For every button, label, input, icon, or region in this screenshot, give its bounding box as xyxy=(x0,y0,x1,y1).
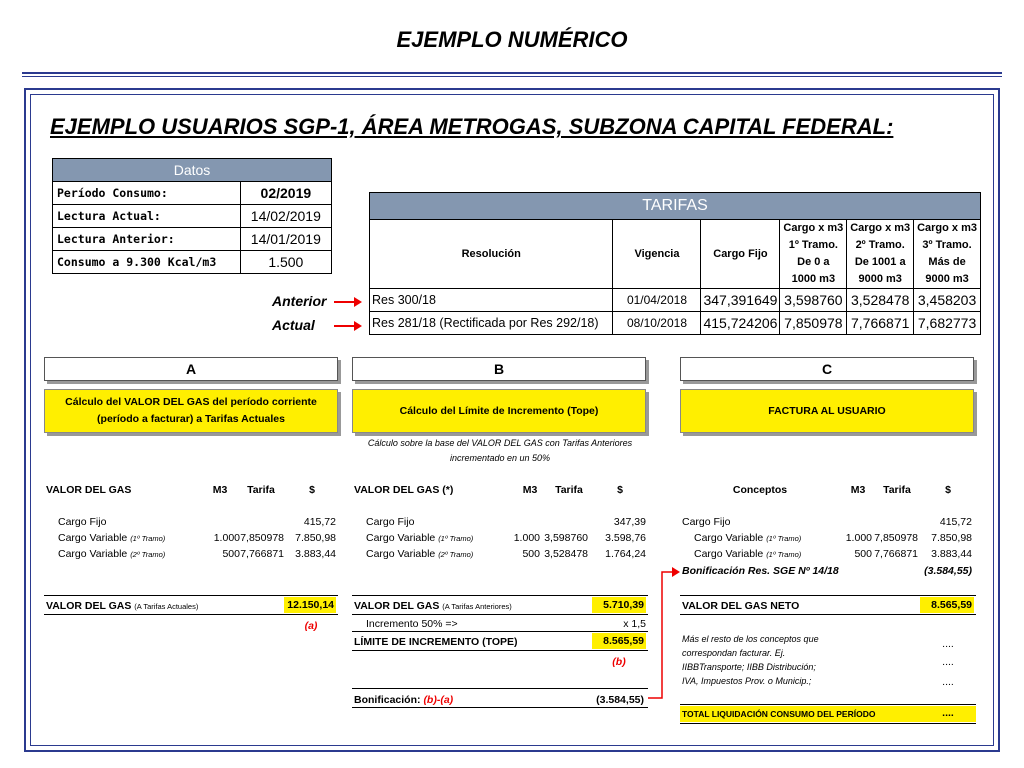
section-b-note-line: Cálculo sobre la base del VALOR DEL GAS con Tarifas Anteriores xyxy=(367,438,633,448)
tarifa-t3: 7,682773 xyxy=(914,312,981,335)
c-bonif-value: (3.584,55) xyxy=(924,565,972,577)
c-row-tarifa: 7,850978 xyxy=(874,532,918,544)
b-row-pesos: 347,39 xyxy=(613,516,646,528)
col-tramo-1-line: De 0 a xyxy=(797,256,830,268)
a-header-pesos: $ xyxy=(309,484,315,496)
b-row-tarifa: 3,528478 xyxy=(544,548,588,560)
page-title: EJEMPLO NUMÉRICO xyxy=(396,27,628,52)
col-tramo-2 xyxy=(847,220,914,289)
b-row-tarifa: 3,598760 xyxy=(544,532,588,544)
arrow-right-icon xyxy=(334,301,360,303)
c-row-concept-text: Cargo Variable xyxy=(694,548,764,560)
datos-table xyxy=(52,158,332,274)
a-row-concept-text: Cargo Variable xyxy=(58,532,128,544)
col-tramo-2-line: 2º Tramo. xyxy=(855,239,905,251)
c-row-concept: Cargo Fijo xyxy=(682,516,731,528)
a-header-tarifa: Tarifa xyxy=(247,484,275,496)
a-row-note: (1º Tramo) xyxy=(130,534,166,543)
datos-label: Consumo a 9.300 Kcal/m3 xyxy=(53,251,241,274)
divider xyxy=(680,723,976,724)
b-total-label xyxy=(354,600,512,612)
c-row-m3: 500 xyxy=(854,548,872,560)
b-header-pesos: $ xyxy=(617,484,623,496)
c-neto-label: VALOR DEL GAS NETO xyxy=(682,600,800,612)
b-row-pesos: 3.598,76 xyxy=(605,532,646,544)
datos-value: 02/2019 xyxy=(240,182,331,205)
c-otros-value: .... xyxy=(942,676,954,688)
c-header-m3: M3 xyxy=(850,484,866,496)
a-total-label xyxy=(46,600,198,612)
a-header-concept: VALOR DEL GAS xyxy=(46,484,132,496)
tarifa-vigencia: 08/10/2018 xyxy=(613,312,701,335)
col-tramo-2-line: De 1001 a xyxy=(854,256,906,268)
section-b-note-line: incrementado en un 50% xyxy=(449,453,551,463)
c-row-note: (1º Tramo) xyxy=(766,534,802,543)
col-vigencia: Vigencia xyxy=(613,220,701,289)
divider xyxy=(352,650,648,651)
c-total-value: .... xyxy=(942,707,954,719)
b-total-note: (A Tarifas Anteriores) xyxy=(442,602,512,611)
b-tag: (b) xyxy=(612,656,626,668)
c-row-concept-text: Cargo Variable xyxy=(694,532,764,544)
datos-label: Lectura Anterior: xyxy=(53,228,241,251)
tarifa-cargo-fijo: 415,724206 xyxy=(701,312,780,335)
b-header-tarifa: Tarifa xyxy=(555,484,583,496)
divider xyxy=(44,595,338,596)
a-total-note: (A Tarifas Actuales) xyxy=(134,602,199,611)
b-row-concept xyxy=(366,532,473,544)
a-row-concept xyxy=(58,532,165,544)
a-row-pesos: 3.883,44 xyxy=(295,548,336,560)
tarifa-resolucion: Res 300/18 xyxy=(370,289,613,312)
col-cargo-fijo: Cargo Fijo xyxy=(701,220,780,289)
c-header-pesos: $ xyxy=(945,484,951,496)
header-divider-bottom xyxy=(22,76,1002,77)
header-divider-top xyxy=(22,72,1002,74)
datos-value: 14/01/2019 xyxy=(240,228,331,251)
tarifa-t3: 3,458203 xyxy=(914,289,981,312)
col-tramo-1-line: Cargo x m3 xyxy=(783,222,844,234)
b-bonif-formula: (b)-(a) xyxy=(423,694,454,706)
section-b-header: B xyxy=(352,357,646,381)
section-a-desc-line: (período a facturar) a Tarifas Actuales xyxy=(97,413,285,425)
datos-label: Lectura Actual: xyxy=(53,205,241,228)
c-row-note: (1º Tramo) xyxy=(766,550,802,559)
c-header-concept: Conceptos xyxy=(732,484,788,496)
col-tramo-1-line: 1º Tramo. xyxy=(788,239,838,251)
a-tag: (a) xyxy=(304,620,318,632)
b-bonif-label xyxy=(354,694,453,706)
col-tramo-3-line: Más de xyxy=(928,256,966,268)
datos-header: Datos xyxy=(53,159,332,182)
a-total-value: 12.150,14 xyxy=(284,597,336,613)
datos-row xyxy=(53,251,332,274)
b-total-label-text: VALOR DEL GAS xyxy=(354,600,440,612)
section-a-description xyxy=(44,389,338,433)
b-incremento-value: x 1,5 xyxy=(623,618,646,630)
row-label-actual: Actual xyxy=(272,317,315,333)
tarifa-resolucion: Res 281/18 (Rectificada por Res 292/18) xyxy=(370,312,613,335)
c-otros-line: correspondan facturar. Ej. xyxy=(682,648,786,658)
b-row-concept: Cargo Fijo xyxy=(366,516,415,528)
tarifa-t1: 7,850978 xyxy=(780,312,847,335)
c-bonif-label: Bonificación Res. SGE Nº 14/18 xyxy=(682,565,839,577)
col-tramo-2-line: 9000 m3 xyxy=(858,273,902,285)
arrow-right-icon xyxy=(334,325,360,327)
datos-row xyxy=(53,205,332,228)
c-otros-line: IVA, Impuestos Prov. o Municip.; xyxy=(682,676,812,686)
datos-value: 1.500 xyxy=(240,251,331,274)
c-otros-line: Más el resto de los conceptos que xyxy=(682,634,819,644)
a-row-tarifa: 7,850978 xyxy=(240,532,284,544)
divider xyxy=(680,595,976,596)
c-otros-line: IIBBTransporte; IIBB Distribución; xyxy=(682,662,816,672)
b-bonif-value: (3.584,55) xyxy=(596,694,644,706)
divider xyxy=(352,614,648,615)
col-tramo-3 xyxy=(914,220,981,289)
tarifas-table xyxy=(369,192,981,335)
a-row-m3: 500 xyxy=(222,548,240,560)
connector-arrow-icon xyxy=(646,566,680,702)
divider xyxy=(352,631,648,632)
tarifa-t2: 3,528478 xyxy=(847,289,914,312)
col-tramo-3-line: 3º Tramo. xyxy=(922,239,972,251)
c-otros-value: .... xyxy=(942,638,954,650)
b-total-value: 5.710,39 xyxy=(592,597,646,613)
c-row-concept xyxy=(694,532,801,544)
a-row-concept xyxy=(58,548,165,560)
b-row-note: (1º Tramo) xyxy=(438,534,474,543)
divider xyxy=(44,614,338,615)
b-row-note: (2º Tramo) xyxy=(438,550,474,559)
a-row-pesos: 7.850,98 xyxy=(295,532,336,544)
b-row-m3: 1.000 xyxy=(513,532,540,544)
col-tramo-3-line: 9000 m3 xyxy=(925,273,969,285)
c-row-pesos: 415,72 xyxy=(939,516,972,528)
b-tope-label: LÍMITE DE INCREMENTO (TOPE) xyxy=(354,636,518,648)
a-row-pesos: 415,72 xyxy=(303,516,336,528)
section-c-description: FACTURA AL USUARIO xyxy=(680,389,974,433)
col-tramo-3-line: Cargo x m3 xyxy=(917,222,978,234)
c-otros-conceptos xyxy=(682,632,819,688)
tarifa-cargo-fijo: 347,391649 xyxy=(701,289,780,312)
divider xyxy=(680,614,976,615)
col-tramo-1-line: 1000 m3 xyxy=(791,273,836,285)
section-a-header: A xyxy=(44,357,338,381)
tarifas-row-anterior xyxy=(370,289,981,312)
tarifas-column-headers xyxy=(370,220,981,289)
a-header-m3: M3 xyxy=(212,484,228,496)
c-row-concept xyxy=(694,548,801,560)
c-total-label: TOTAL LIQUIDACIÓN CONSUMO DEL PERÍODO xyxy=(682,709,876,719)
row-label-anterior: Anterior xyxy=(272,293,327,309)
b-row-concept xyxy=(366,548,473,560)
b-row-m3: 500 xyxy=(522,548,540,560)
b-incremento-label: Incremento 50% => xyxy=(366,618,458,630)
col-tramo-2-line: Cargo x m3 xyxy=(850,222,911,234)
a-row-concept: Cargo Fijo xyxy=(58,516,107,528)
b-bonif-label-text: Bonificación: xyxy=(354,694,421,706)
col-resolucion: Resolución xyxy=(370,220,613,289)
a-total-label-text: VALOR DEL GAS xyxy=(46,600,132,612)
b-header-concept: VALOR DEL GAS (*) xyxy=(354,484,454,496)
tarifas-header: TARIFAS xyxy=(370,193,981,220)
b-row-pesos: 1.764,24 xyxy=(605,548,646,560)
c-row-pesos: 7.850,98 xyxy=(931,532,972,544)
b-tope-value: 8.565,59 xyxy=(592,633,646,649)
b-row-concept-text: Cargo Variable xyxy=(366,548,436,560)
c-row-m3: 1.000 xyxy=(845,532,872,544)
subtitle: EJEMPLO USUARIOS SGP-1, ÁREA METROGAS, SUBZONA CAPITAL FEDERAL: xyxy=(50,114,894,139)
datos-row xyxy=(53,182,332,205)
a-row-m3: 1.000 xyxy=(213,532,240,544)
divider xyxy=(680,704,976,705)
divider xyxy=(352,595,648,596)
tarifa-vigencia: 01/04/2018 xyxy=(613,289,701,312)
section-b-description: Cálculo del Límite de Incremento (Tope) xyxy=(352,389,646,433)
tarifa-t2: 7,766871 xyxy=(847,312,914,335)
tarifas-row-actual xyxy=(370,312,981,335)
divider xyxy=(352,688,648,689)
c-neto-value: 8.565,59 xyxy=(920,597,974,613)
c-otros-value: .... xyxy=(942,656,954,668)
datos-label: Período Consumo: xyxy=(53,182,241,205)
b-header-m3: M3 xyxy=(522,484,538,496)
col-tramo-1 xyxy=(780,220,847,289)
a-row-concept-text: Cargo Variable xyxy=(58,548,128,560)
b-row-concept-text: Cargo Variable xyxy=(366,532,436,544)
tarifa-t1: 3,598760 xyxy=(780,289,847,312)
c-header-tarifa: Tarifa xyxy=(883,484,911,496)
section-b-note xyxy=(344,436,656,466)
divider xyxy=(352,707,648,708)
c-row-pesos: 3.883,44 xyxy=(931,548,972,560)
datos-value: 14/02/2019 xyxy=(240,205,331,228)
section-a-desc-line: Cálculo del VALOR DEL GAS del período corriente xyxy=(65,396,317,408)
a-row-tarifa: 7,766871 xyxy=(240,548,284,560)
c-row-tarifa: 7,766871 xyxy=(874,548,918,560)
section-c-header: C xyxy=(680,357,974,381)
datos-row xyxy=(53,228,332,251)
a-row-note: (2º Tramo) xyxy=(130,550,166,559)
